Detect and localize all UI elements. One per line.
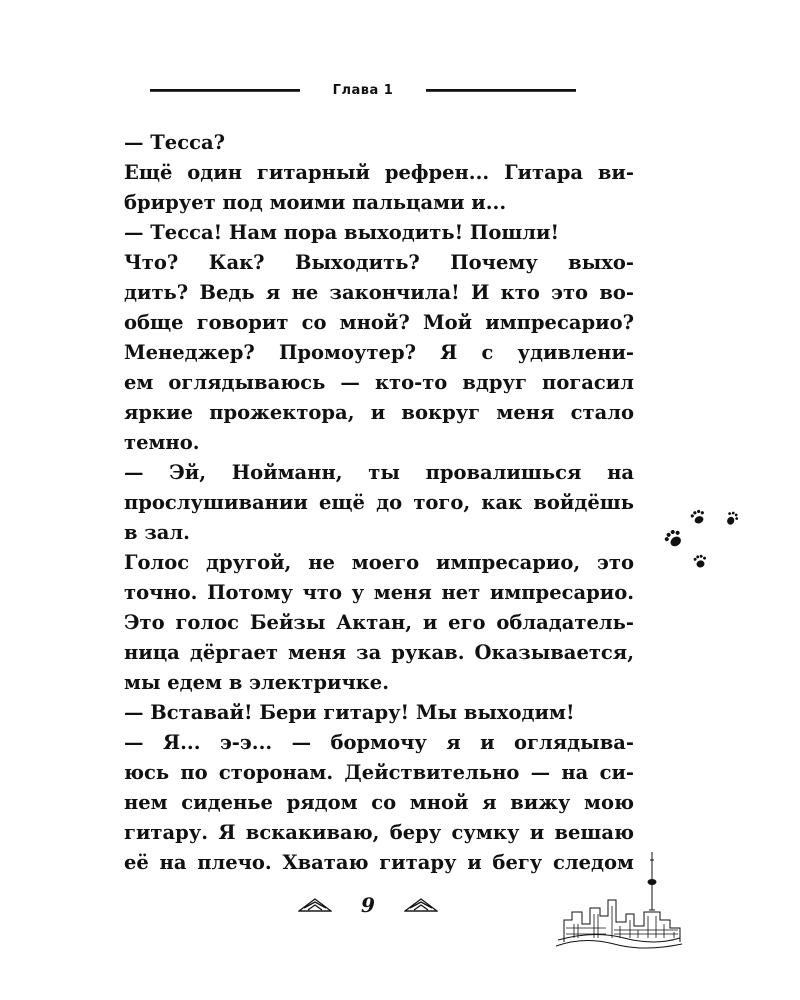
text-line: точно. Потому что у меня нет импресарио. bbox=[124, 581, 634, 604]
text-line: брирует под моими пальцами и... bbox=[124, 191, 507, 214]
header-rule-right bbox=[426, 89, 576, 91]
text-line: — Я... э-э... — бормочу я и оглядыва- bbox=[124, 731, 634, 754]
text-line: гитару. Я вскакиваю, беру сумку и вешаю bbox=[124, 821, 634, 844]
paw-prints-icon bbox=[658, 505, 748, 575]
text-line: обще говорит со мной? Мой импресарио? bbox=[124, 311, 634, 334]
page-footer bbox=[298, 890, 438, 920]
text-line: дить? Ведь я не закончила! И кто это во- bbox=[124, 281, 634, 304]
header-rule-left bbox=[150, 89, 300, 91]
text-line: ем оглядываюсь — кто-то вдруг погасил bbox=[124, 371, 634, 394]
text-line: Голос другой, не моего импресарио, это bbox=[124, 551, 634, 574]
ornament-left-icon bbox=[298, 897, 332, 913]
text-line: её на плечо. Хватаю гитару и бегу следом bbox=[124, 851, 634, 874]
text-line: — Тесса? bbox=[124, 131, 226, 154]
text-line: темно. bbox=[124, 431, 200, 454]
text-line: Ещё один гитарный рефрен... Гитара ви- bbox=[124, 161, 634, 184]
chapter-label: Глава 1 bbox=[332, 82, 394, 98]
text-line: Менеджер? Промоутер? Я с удивлени- bbox=[124, 341, 634, 364]
text-line: Это голос Бейзы Актан, и его обладатель- bbox=[124, 611, 634, 634]
text-line: нем сиденье рядом со мной я вижу мою bbox=[124, 791, 634, 814]
text-line: ница дёргает меня за рукав. Оказывается, bbox=[124, 641, 634, 664]
ornament-right-icon bbox=[404, 897, 438, 913]
text-line: юсь по сторонам. Действительно — на си- bbox=[124, 761, 634, 784]
chapter-header bbox=[150, 78, 576, 102]
text-line: мы едем в электричке. bbox=[124, 671, 389, 694]
body-text bbox=[124, 128, 634, 878]
text-line: в зал. bbox=[124, 521, 190, 544]
text-line: яркие прожектора, и вокруг меня стало bbox=[124, 401, 634, 424]
page-number: 9 bbox=[361, 893, 375, 917]
city-skyline-icon bbox=[554, 850, 684, 950]
text-line: — Тесса! Нам пора выходить! Пошли! bbox=[124, 221, 560, 244]
text-line: — Вставай! Бери гитару! Мы выходим! bbox=[124, 701, 575, 724]
text-line: прослушивании ещё до того, как войдёшь bbox=[124, 491, 634, 514]
text-line: Что? Как? Выходить? Почему выхо- bbox=[124, 251, 634, 274]
text-line: — Эй, Нойманн, ты провалишься на bbox=[124, 461, 634, 484]
